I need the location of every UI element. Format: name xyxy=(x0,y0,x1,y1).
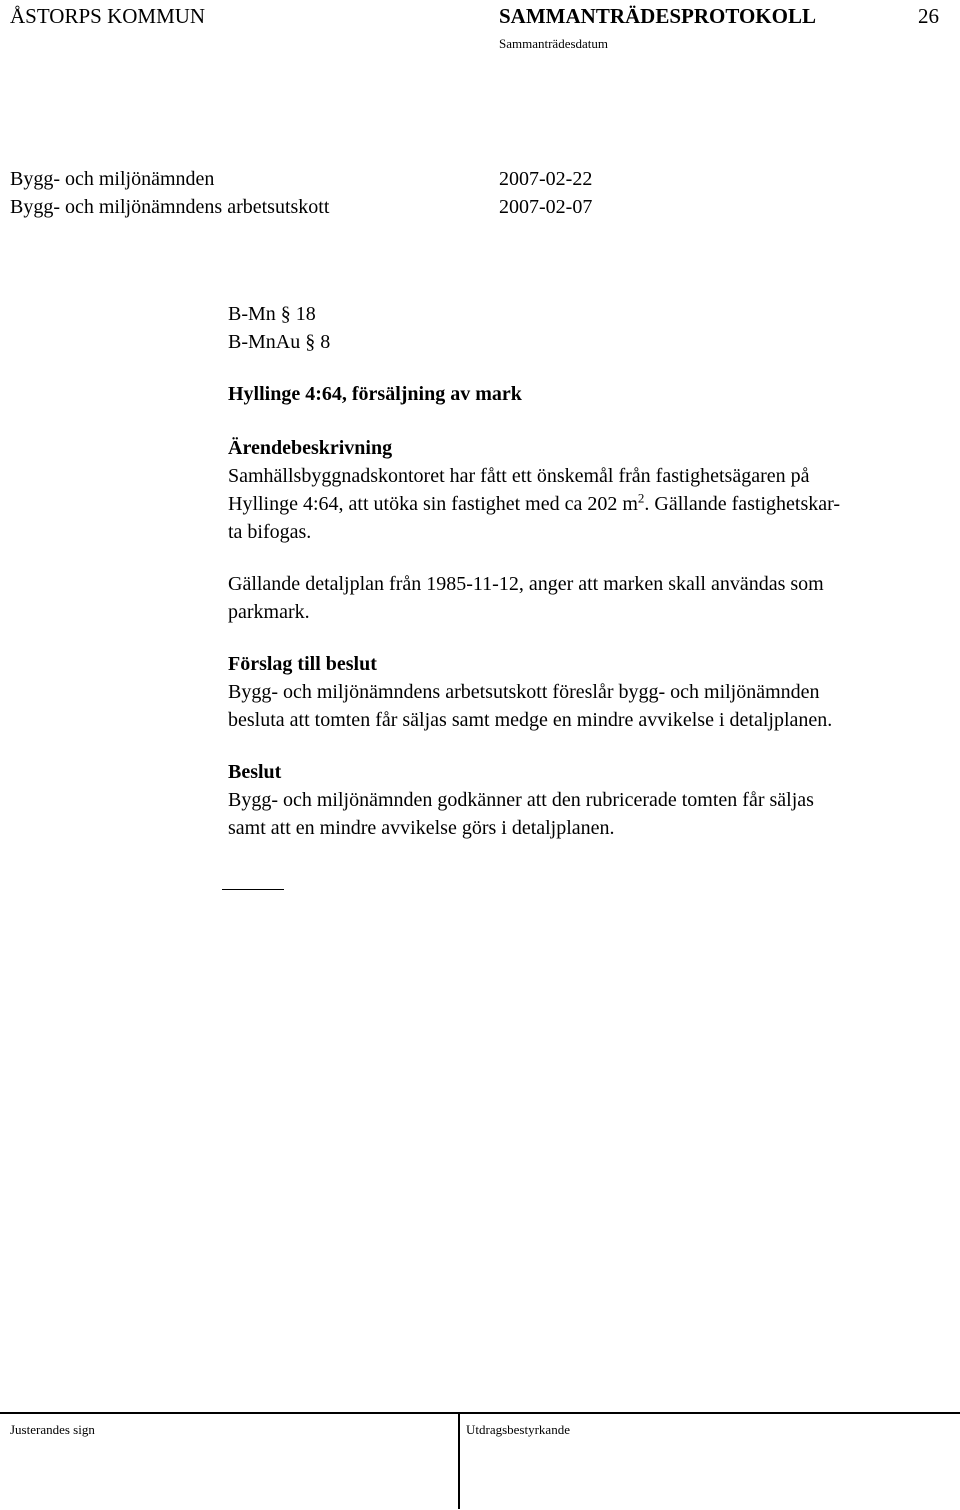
municipality-name: ÅSTORPS KOMMUN xyxy=(10,4,206,28)
description-line-text: Hyllinge 4:64, att utöka sin fastighet med ca 202 m xyxy=(228,493,638,515)
description-line: ta bifogas. xyxy=(228,521,312,543)
footer-rule xyxy=(0,1412,960,1414)
description-text xyxy=(228,462,940,546)
proposal-line: besluta att tomten får säljas samt medge en mindre avvikelse i detaljplanen. xyxy=(228,709,833,731)
footer-divider xyxy=(458,1413,460,1509)
decision-heading: Beslut xyxy=(228,761,282,783)
detail-plan-line: parkmark. xyxy=(228,601,310,623)
description-line-text: . Gällande fastighetskar- xyxy=(644,493,841,515)
end-rule xyxy=(222,889,284,890)
committee-name: Bygg- och miljönämnden xyxy=(10,168,215,190)
paragraph-number: B-Mn § 18 xyxy=(228,303,316,325)
committee-date: 2007-02-22 xyxy=(499,168,593,190)
protocol-title: SAMMANTRÄDESPROTOKOLL xyxy=(499,4,816,28)
proposal-heading: Förslag till beslut xyxy=(228,653,377,675)
meeting-date-label: Sammanträdesdatum xyxy=(499,36,609,51)
decision-text xyxy=(228,786,928,842)
description-line xyxy=(228,490,940,518)
paragraph-number: B-MnAu § 8 xyxy=(228,331,331,353)
description-heading: Ärendebeskrivning xyxy=(228,437,393,459)
case-title: Hyllinge 4:64, försäljning av mark xyxy=(228,383,522,405)
detail-plan-text xyxy=(228,570,928,626)
detail-plan-line: Gällande detaljplan från 1985-11-12, anger att marken skall användas som xyxy=(228,573,824,595)
page-number: 26 xyxy=(918,4,939,28)
decision-line: samt att en mindre avvikelse görs i detaljplanen. xyxy=(228,817,615,839)
signature-label: Justerandes sign xyxy=(10,1422,95,1437)
superscript: 2 xyxy=(637,490,645,506)
proposal-line: Bygg- och miljönämndens arbetsutskott föreslår bygg- och miljönämnden xyxy=(228,681,820,703)
extract-label: Utdragsbestyrkande xyxy=(466,1422,570,1437)
description-line: Samhällsbyggnadskontoret har fått ett önskemål från fastighetsägaren på xyxy=(228,465,810,487)
committee-name: Bygg- och miljönämndens arbetsutskott xyxy=(10,196,330,218)
decision-line: Bygg- och miljönämnden godkänner att den rubricerade tomten får säljas xyxy=(228,789,814,811)
proposal-text xyxy=(228,678,940,734)
committee-date: 2007-02-07 xyxy=(499,196,593,218)
